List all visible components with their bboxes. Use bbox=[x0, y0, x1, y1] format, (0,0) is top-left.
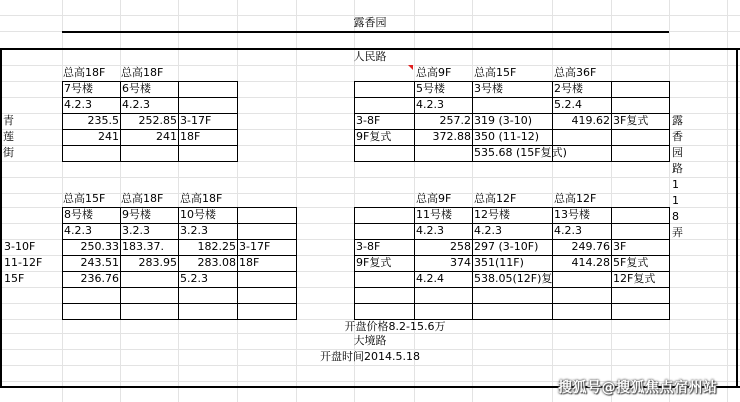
price: 538.05(12F)复 bbox=[474, 272, 553, 285]
frame-right bbox=[736, 48, 738, 388]
watermark: 搜狐号@搜狐焦点宿州站 bbox=[558, 380, 718, 396]
right-road-char: 弄 bbox=[672, 226, 683, 239]
floor-range: 3-8F bbox=[356, 240, 381, 253]
price: 258 bbox=[450, 240, 471, 253]
height-label: 总高12F bbox=[474, 192, 517, 205]
comment-marker-icon bbox=[408, 65, 413, 70]
floor-range: 15F bbox=[4, 272, 25, 285]
building-name: 2号楼 bbox=[554, 82, 583, 95]
price: 535.68 (15F复式) bbox=[474, 146, 567, 159]
price: 243.51 bbox=[80, 256, 119, 269]
price: 351(11F) bbox=[474, 256, 524, 269]
frame-left bbox=[0, 48, 2, 388]
layout: 3.2.3 bbox=[122, 224, 150, 237]
price: 252.85 bbox=[138, 114, 177, 127]
left-street-char: 莲 bbox=[3, 130, 14, 143]
price: 414.28 bbox=[571, 256, 610, 269]
floor-note: 3-17F bbox=[239, 240, 271, 253]
price: 182.25 bbox=[197, 240, 236, 253]
right-road-char: 8 bbox=[672, 210, 679, 223]
layout: 4.2.3 bbox=[474, 224, 502, 237]
layout: 4.2.3 bbox=[64, 224, 92, 237]
height-label: 总高15F bbox=[63, 192, 106, 205]
height-label: 总高15F bbox=[474, 66, 517, 79]
height-label: 总高18F bbox=[121, 192, 164, 205]
layout: 4.2.3 bbox=[416, 224, 444, 237]
layout: 4.2.3 bbox=[122, 98, 150, 111]
floor-range: 9F复式 bbox=[356, 256, 392, 269]
opening-date: 开盘时间2014.5.18 bbox=[320, 350, 420, 363]
floor-note: 3F复式 bbox=[613, 114, 649, 127]
price: 236.76 bbox=[80, 272, 119, 285]
building-name: 7号楼 bbox=[64, 82, 93, 95]
floor-note: 18F bbox=[180, 130, 201, 143]
price: 249.76 bbox=[571, 240, 610, 253]
layout: 5.2.4 bbox=[554, 98, 582, 111]
floor-note: 3-17F bbox=[180, 114, 212, 127]
building-name: 3号楼 bbox=[474, 82, 503, 95]
floor-note: 5F复式 bbox=[613, 256, 649, 269]
layout: 4.2.3 bbox=[64, 98, 92, 111]
height-label: 总高9F bbox=[416, 192, 452, 205]
layout: 4.2.4 bbox=[416, 272, 444, 285]
right-road-label bbox=[672, 113, 686, 241]
road-north-label: 人民路 bbox=[353, 50, 387, 63]
price: 241 bbox=[156, 130, 177, 143]
price: 250.33 bbox=[80, 240, 119, 253]
height-label: 总高36F bbox=[554, 66, 597, 79]
building-name: 9号楼 bbox=[122, 208, 151, 221]
left-street-char: 青 bbox=[3, 114, 14, 127]
right-road-char: 1 bbox=[672, 178, 679, 191]
height-label: 总高18F bbox=[180, 192, 223, 205]
floor-range: 11-12F bbox=[4, 256, 43, 269]
building-name: 5号楼 bbox=[416, 82, 445, 95]
right-road-char: 露 bbox=[672, 114, 683, 127]
building-name: 11号楼 bbox=[416, 208, 452, 221]
right-road-char: 香 bbox=[672, 130, 683, 143]
layout: 3.2.3 bbox=[180, 224, 208, 237]
price: 283.95 bbox=[138, 256, 177, 269]
building-name: 13号楼 bbox=[554, 208, 590, 221]
height-label: 总高12F bbox=[554, 192, 597, 205]
price: 419.62 bbox=[571, 114, 610, 127]
left-street-label bbox=[3, 113, 17, 161]
right-road-char: 路 bbox=[672, 162, 683, 175]
price: 319 (3-10) bbox=[474, 114, 533, 127]
price: 283.08 bbox=[197, 256, 236, 269]
price: 241 bbox=[98, 130, 119, 143]
opening-price: 开盘价格8.2-15.6万 bbox=[344, 320, 446, 333]
floor-range: 9F复式 bbox=[356, 130, 392, 143]
layout: 5.2.3 bbox=[180, 272, 208, 285]
right-road-char: 园 bbox=[672, 146, 683, 159]
building-name: 10号楼 bbox=[180, 208, 216, 221]
building-name: 6号楼 bbox=[122, 82, 151, 95]
layout: 4.2.3 bbox=[416, 98, 444, 111]
price: 235.5 bbox=[87, 114, 119, 127]
floor-note: 12F复式 bbox=[613, 272, 656, 285]
right-road-char: 1 bbox=[672, 194, 679, 207]
layout: 4.2.3 bbox=[554, 224, 582, 237]
price: 183.37. bbox=[122, 240, 164, 253]
price: 350 (11-12) bbox=[474, 130, 540, 143]
building-name: 12号楼 bbox=[474, 208, 510, 221]
floor-range: 3-10F bbox=[4, 240, 36, 253]
title-underline bbox=[62, 31, 669, 33]
height-label: 总高18F bbox=[121, 66, 164, 79]
price: 374 bbox=[450, 256, 471, 269]
height-label: 总高9F bbox=[416, 66, 452, 79]
price: 372.88 bbox=[432, 130, 471, 143]
floor-note: 18F bbox=[239, 256, 260, 269]
price: 257.2 bbox=[439, 114, 471, 127]
building-name: 8号楼 bbox=[64, 208, 93, 221]
road-south-label: 大境路 bbox=[353, 334, 387, 347]
price: 297 (3-10F) bbox=[474, 240, 539, 253]
floor-note: 3F bbox=[613, 240, 627, 253]
left-street-char: 街 bbox=[3, 146, 14, 159]
development-title: 露香园 bbox=[353, 16, 387, 29]
height-label: 总高18F bbox=[63, 66, 106, 79]
floor-range: 3-8F bbox=[356, 114, 381, 127]
